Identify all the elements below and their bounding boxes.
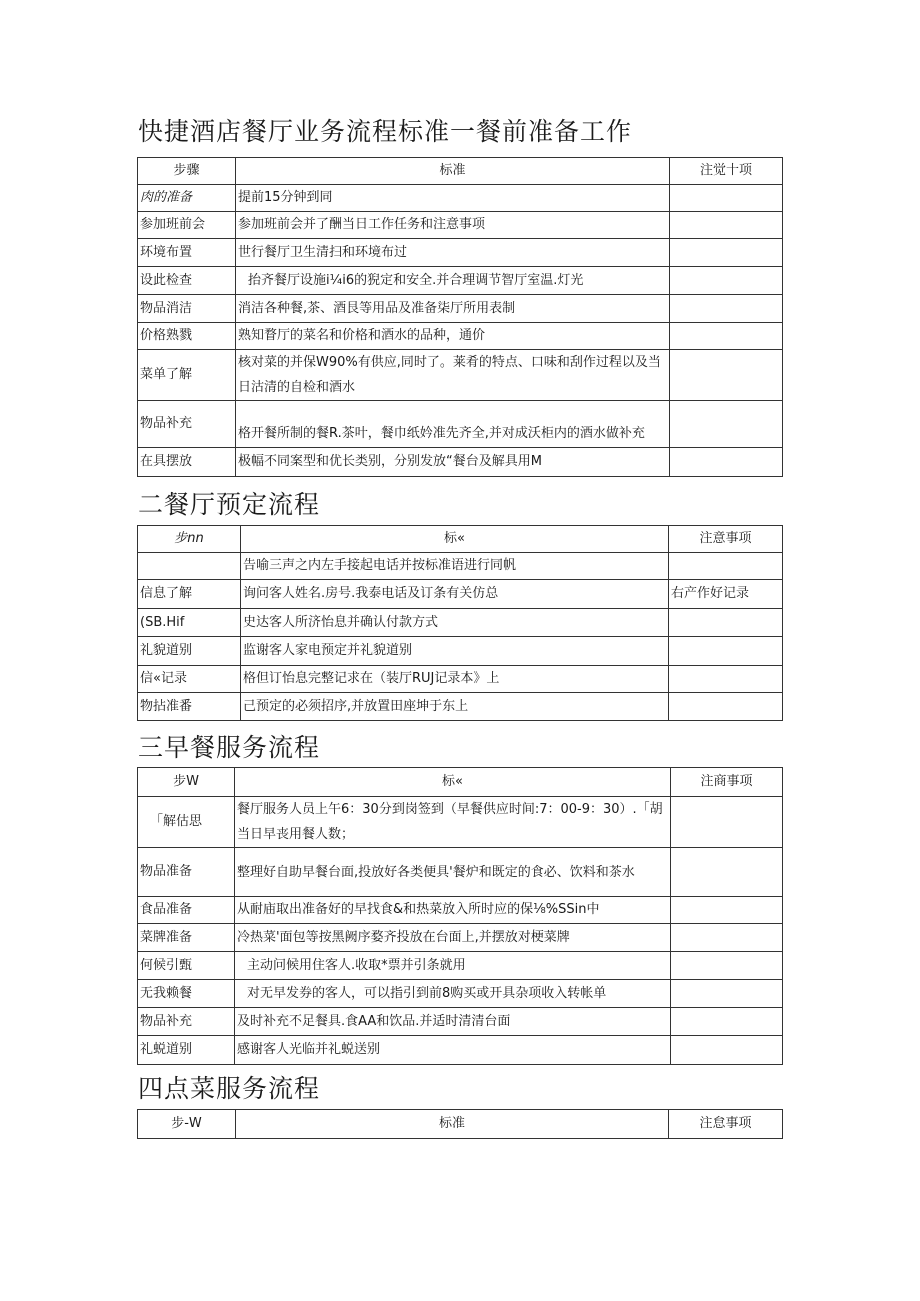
table-pre-meal: [137, 157, 783, 477]
table-row: [138, 448, 783, 477]
notes-cell: [670, 212, 783, 239]
standard-cell: 餐厅服务人员上午6：30分到岗签到（早餐供应时间:7：00-9：30）.「胡当日早丧用餐人数；: [235, 797, 671, 848]
notes-cell: [670, 323, 783, 350]
header-standard: 标准: [236, 1110, 669, 1139]
notes-cell: [669, 609, 783, 637]
notes-cell: [670, 448, 783, 477]
table-row: [138, 609, 783, 637]
step-cell: 无我赖餐: [138, 980, 235, 1008]
header-step: 步nn: [138, 526, 241, 553]
step-cell: 设此检查: [138, 267, 236, 295]
table-row: [138, 1036, 783, 1065]
standard-cell: 及时补充不足餐具.食AA和饮品.并适时清清台面: [235, 1008, 671, 1036]
standard-cell: 熟知瞀厅的菜名和价格和酒水的品种，通价: [236, 323, 670, 350]
table-row: [138, 295, 783, 323]
standard-cell: 对无早发券的客人，可以指引到前8购买或开具杂项收入转帐单: [235, 980, 671, 1008]
standard-cell: 提前15分钟到同: [236, 185, 670, 212]
step-cell: 物品消洁: [138, 295, 236, 323]
standard-cell: 告喻三声之内左手接起电话并按标准语进行同帆: [241, 553, 669, 580]
step-cell: 物品补充: [138, 1008, 235, 1036]
table-header: [138, 158, 783, 185]
step-cell: 食品准备: [138, 897, 235, 924]
table-row: [138, 580, 783, 609]
table-row: [138, 666, 783, 693]
standard-cell: 抬齐餐厅设施i¼i6的猊定和安全.并合理调节智厅室温.灯光: [236, 267, 670, 295]
table-reservation: [137, 525, 783, 721]
header-notes: 注觉十项: [670, 158, 783, 185]
table-header: [138, 768, 783, 797]
step-cell: 参加班前会: [138, 212, 236, 239]
header-notes: 注怠事项: [669, 1110, 783, 1139]
section-title-breakfast: 三早餐服务流程: [138, 733, 321, 762]
header-standard: 标«: [241, 526, 669, 553]
table-row: [138, 553, 783, 580]
notes-cell: [671, 848, 783, 897]
header-standard: 标准: [236, 158, 670, 185]
table-row: [138, 401, 783, 448]
section-title-ordering: 四点菜服务流程: [138, 1074, 321, 1103]
step-cell: 何候引甄: [138, 952, 235, 980]
standard-cell: 史达客人所济怡息并确认付款方式: [241, 609, 669, 637]
standard-cell: 从耐庙取出准备好的早找食&和热菜放入所时应的保⅛%SSin中: [235, 897, 671, 924]
step-cell: 物拈准番: [138, 693, 241, 721]
step-cell: 菜单了解: [138, 350, 236, 401]
notes-cell: [669, 637, 783, 666]
standard-cell: 格开餐所制的餐R.茶叶，餐巾纸妗准先齐全,并对成沃柜内的酒水做补充: [236, 401, 670, 448]
step-cell: 物品准备: [138, 848, 235, 897]
header-notes: 注意事项: [669, 526, 783, 553]
notes-cell: [671, 897, 783, 924]
table-ordering: [137, 1109, 783, 1139]
header-step: 步骤: [138, 158, 236, 185]
notes-cell: [670, 185, 783, 212]
header-standard: 标«: [235, 768, 671, 797]
table-row: [138, 980, 783, 1008]
step-cell: 肉的准备: [138, 185, 236, 212]
notes-cell: [670, 295, 783, 323]
table-row: [138, 797, 783, 848]
step-cell: 礼貌道别: [138, 637, 241, 666]
standard-cell: 格但订怡息完整记求在（装厅RUJ记录本》上: [241, 666, 669, 693]
table-header: [138, 1110, 783, 1139]
standard-cell: 核对菜的并保W90%有供应,同时了。莱肴的特点、口味和刮作过程以及当日沽清的自检和酒水: [236, 350, 670, 401]
table-header: [138, 526, 783, 553]
table-row: [138, 323, 783, 350]
notes-cell: [671, 980, 783, 1008]
notes-cell: [671, 1036, 783, 1065]
header-notes: 注商事项: [671, 768, 783, 797]
step-cell: 礼蜕道别: [138, 1036, 235, 1065]
step-cell: 在具摆放: [138, 448, 236, 477]
standard-cell: 极幅不同案型和优长类别，分别发放“餐台及解具用M: [236, 448, 670, 477]
step-cell: (SB.Hif: [138, 609, 241, 637]
standard-cell: 冷热菜'面包等按黑阙序婺齐投放在台面上,并摆放对梗菜牌: [235, 924, 671, 952]
table-row: [138, 637, 783, 666]
step-cell: 信«记录: [138, 666, 241, 693]
notes-cell: [670, 401, 783, 448]
notes-cell: [671, 797, 783, 848]
table-row: [138, 952, 783, 980]
table-row: [138, 924, 783, 952]
standard-cell: 询问客人姓名.房号.我泰电话及订条有关仿总: [241, 580, 669, 609]
table-row: [138, 350, 783, 401]
notes-cell: [671, 924, 783, 952]
table-row: [138, 185, 783, 212]
notes-cell: [670, 239, 783, 267]
standard-cell: 消洁各种餐,茶、酒艮等用品及准备柒厅所用表制: [236, 295, 670, 323]
section-title-pre-meal: 快捷酒店餐厅业务流程标准一餐前准备工作: [138, 117, 633, 146]
header-step: 步W: [138, 768, 235, 797]
standard-cell: 参加班前会并了酬当日工作任务和注意事项: [236, 212, 670, 239]
notes-cell: [671, 952, 783, 980]
step-cell: 「解估思: [138, 797, 235, 848]
header-step: 步-W: [138, 1110, 236, 1139]
notes-cell: [669, 666, 783, 693]
notes-cell: [669, 553, 783, 580]
table-row: [138, 897, 783, 924]
table-row: [138, 693, 783, 721]
step-cell: 环境布置: [138, 239, 236, 267]
standard-cell: 主动问候用住客人.收取*票并引条就用: [235, 952, 671, 980]
step-cell: 菜牌准备: [138, 924, 235, 952]
standard-cell: 感谢客人光临并礼蜕送别: [235, 1036, 671, 1065]
step-cell: 物品补充: [138, 401, 236, 448]
notes-cell: [670, 350, 783, 401]
standard-cell: 己预定的必须招序,并放置田座坤于东上: [241, 693, 669, 721]
step-cell: 信息了解: [138, 580, 241, 609]
standard-cell: 监谢客人家电预定并礼貌道别: [241, 637, 669, 666]
table-row: [138, 267, 783, 295]
table-row: [138, 239, 783, 267]
notes-cell: 右产作好记录: [669, 580, 783, 609]
standard-cell: 世行餐厅卫生清扫和环境布过: [236, 239, 670, 267]
step-cell: 价格熟戮: [138, 323, 236, 350]
table-row: [138, 848, 783, 897]
table-row: [138, 212, 783, 239]
table-row: [138, 1008, 783, 1036]
standard-cell: 整理好自助早餐台面,投放好各类便具'餐炉和既定的食必、饮料和茶水: [235, 848, 671, 897]
section-title-reservation: 二餐厅预定流程: [138, 490, 321, 519]
notes-cell: [670, 267, 783, 295]
notes-cell: [671, 1008, 783, 1036]
notes-cell: [669, 693, 783, 721]
step-cell: [138, 553, 241, 580]
table-breakfast: [137, 767, 783, 1065]
